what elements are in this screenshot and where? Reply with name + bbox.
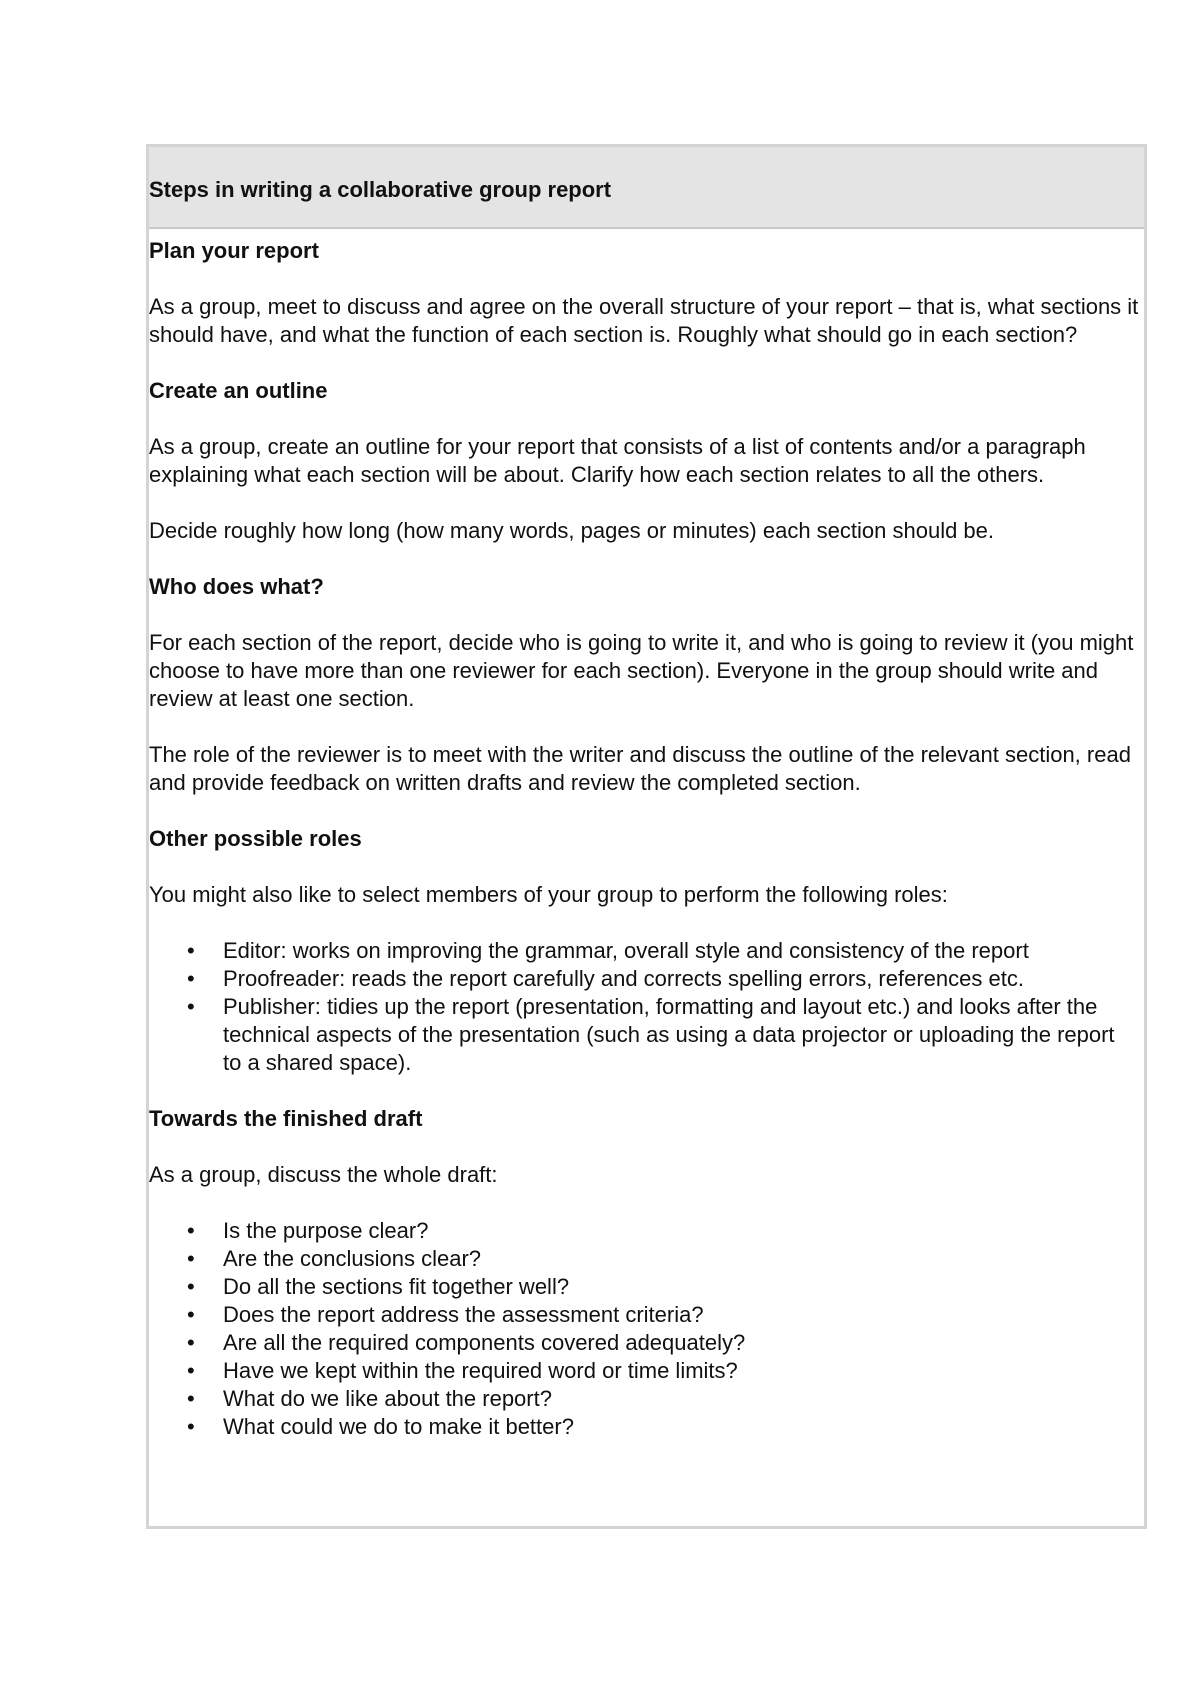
section-heading: Other possible roles [149, 826, 362, 851]
section-heading: Plan your report [149, 238, 319, 263]
section-paragraph: The role of the reviewer is to meet with the writer and discuss the outline of the relevant section, read and provide feedback on written drafts and review the completed section. [149, 742, 1131, 795]
list-item: • Have we kept within the required word or time limits? [149, 1357, 1144, 1385]
report-steps-box [146, 144, 1147, 1529]
section-intro: As a group, discuss the whole draft: [149, 1162, 498, 1187]
list-item: • Proofreader: reads the report carefully and corrects spelling errors, references etc. [149, 965, 1144, 993]
section-heading: Towards the finished draft [149, 1106, 423, 1131]
list-item: • Is the purpose clear? [149, 1217, 1144, 1245]
section-create-an-outline [149, 377, 1144, 545]
list-item: • Editor: works on improving the grammar, overall style and consistency of the report [149, 937, 1144, 965]
box-title: Steps in writing a collaborative group report [149, 177, 612, 202]
roles-list [149, 937, 1144, 1077]
list-item: • Do all the sections fit together well? [149, 1273, 1144, 1301]
section-heading: Create an outline [149, 378, 328, 403]
box-body [149, 229, 1144, 1441]
list-item: • Publisher: tidies up the report (presentation, formatting and layout etc.) and looks after the technical aspects of the presentation (such as using a data projector or uploading the report to a shared space). [149, 993, 1144, 1077]
list-item: • What could we do to make it better? [149, 1413, 1144, 1441]
draft-questions-list [149, 1217, 1144, 1441]
list-item: • What do we like about the report? [149, 1385, 1144, 1413]
section-heading: Who does what? [149, 574, 324, 599]
list-item: • Does the report address the assessment criteria? [149, 1301, 1144, 1329]
list-item: • Are the conclusions clear? [149, 1245, 1144, 1273]
section-paragraph: As a group, meet to discuss and agree on the overall structure of your report – that is, what sections it should have, and what the function of each section is. Roughly what should go in each section? [149, 294, 1139, 347]
list-item: • Are all the required components covered adequately? [149, 1329, 1144, 1357]
box-header [149, 147, 1144, 229]
section-paragraph: Decide roughly how long (how many words, pages or minutes) each section should be. [149, 518, 995, 543]
section-who-does-what [149, 573, 1144, 797]
section-towards-the-finished-draft [149, 1105, 1144, 1441]
section-paragraph: As a group, create an outline for your report that consists of a list of contents and/or a paragraph explaining what each section will be about. Clarify how each section relates to all the others. [149, 434, 1086, 487]
section-other-possible-roles [149, 825, 1144, 1077]
section-intro: You might also like to select members of your group to perform the following roles: [149, 882, 948, 907]
section-plan-your-report [149, 237, 1144, 349]
section-paragraph: For each section of the report, decide who is going to write it, and who is going to review it (you might choose to have more than one reviewer for each section). Everyone in the group should write and review at least one section. [149, 630, 1134, 711]
